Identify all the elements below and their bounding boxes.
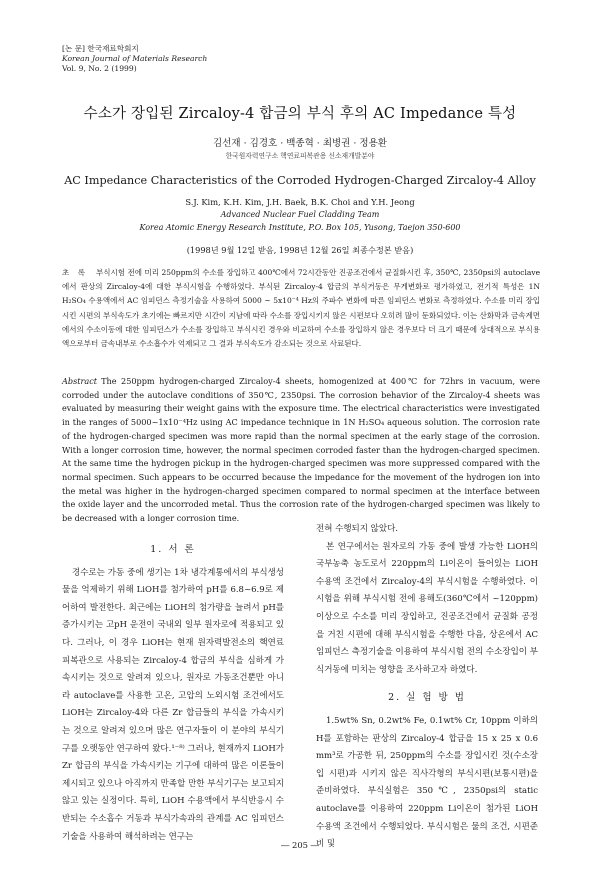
page-number: ― 205 ― [280, 840, 320, 850]
abstract-korean [62, 266, 540, 351]
introduction-paragraph-2: 본 연구에서는 원자로의 가동 중에 발생 가능한 LiOH의 국부농축 농도로서 220ppm의 Li이온이 들어있는 LiOH 수용액 조건에서 Zircaloy-4의 부식시험을 수행하였다. 이 시험을 위해 부식시험 전에 용해도(360℃에서 ~120ppm) 이상으로 수소를 미리 장입하고, 진공조건에서 균질화 공정을 거친 시편에 대해 부식시험을 수행한 다음, 상온에서 AC 임피던스 측정기술을 이용하여 부식시험 전의 수소장입이 부식거동에 미치는 영향을 조사하고자 하였다. [316, 541, 538, 675]
journal-line-2: Korean Journal of Materials Research [62, 54, 208, 63]
received-dates: (1998년 9월 12일 받음, 1998년 12월 26일 최종수정본 받음) [186, 245, 414, 255]
journal-header [62, 44, 207, 74]
journal-line-1: [논 문] 한국재료학회지 [62, 44, 139, 53]
section-heading-methods: 2. 실 험 방 법 [388, 692, 466, 704]
affiliation-korean: 한국원자력연구소 핵연료피복관용 신소재개발분야 [225, 152, 375, 160]
abstract-english [62, 375, 540, 526]
section-heading-introduction: 1. 서 론 [150, 544, 196, 555]
authors-english: S.J. Kim, K.H. Kim, J.H. Baek, B.K. Choi and Y.H. Jeong [185, 197, 415, 207]
left-column [62, 537, 284, 846]
abstract-english-label: Abstract [62, 376, 98, 386]
abstract-korean-text: 부식시험 전에 미리 250ppm의 수소를 장입하고 400℃에서 72시간동안 진공조건에서 균질화시킨 후, 350℃, 2350psi의 autoclave에서 판상의 Zircaloy-4에 대한 부식시험을 수행하였다. 부식된 Zircaloy-4 합금의 부식거동은 무게변화로 평가하였고, 전기적 특성은 1N H₂SO₄ 수용액에서 AC 임피던스 측정기술을 사용하여 5000 ~ 5x10⁻⁴ Hz의 주파수 변화에 따른 임피던스 변화로 측정하였다. 수소를 미리 장입시킨 시편의 부식속도가 초기에는 빠르지만 시간이 지남에 따라 수소를 장입시키지 않은 시편보다 오히려 많이 둔화되었다. 이는 산화막과 금속계면에서의 수소이동에 대한 임피던스가 수소를 장입하고 부식시킨 경우와 비교하여 수소를 장입하지 않은 경우보다 더 크기 때문에 상대적으로 부식용액으로부터 금속내부로 수소흡수가 억제되고 그 결과 부식속도가 감소되는 것으로 사료된다. [62, 268, 541, 349]
title-korean: 수소가 장입된 Zircaloy-4 합금의 부식 후의 AC Impedance 특성 [83, 106, 517, 122]
authors-korean: 김선재 · 김경호 · 백종혁 · 최병권 · 정용환 [213, 138, 387, 149]
abstract-english-text: The 250ppm hydrogen-charged Zircaloy-4 sheets, homogenized at 400℃ for 72hrs in vacuum, were corroded under the autoclave conditions of 350℃, 2350psi. The corrosion behavior of the Zircaloy-4 sheets was evaluated by measuring their weight gains with the exposure time. The electrical characteristics were investigated in the ranges of 5000~1x10⁻⁴Hz using AC impedance technique in 1N H₂SO₄ aqueous solution. The corrosion rate of the hydrogen-charged specimen was more rapid than the normal specimen at the early stage of the corrosion. With a longer corrosion time, however, the normal specimen corroded faster than the hydrogen-charged specimen. At the same time the hydrogen pickup in the hydrogen-charged specimen was more suppressed compared with the normal specimen. Such appears to be occurred because the impedance for the movement of the hydrogen ion into the metal was higher in the hydrogen-charged specimen compared to normal specimen at the interface between the oxide layer and the uncorroded metal. Thus the corrosion rate of the hydrogen-charged specimen was likely to be decreased with a longer corrosion time. [62, 376, 540, 524]
journal-line-3: Vol. 9, No. 2 (1999) [62, 64, 137, 73]
right-column [316, 521, 538, 854]
abstract-korean-label: 초 록 [62, 268, 88, 277]
title-english: AC Impedance Characteristics of the Corroded Hydrogen-Charged Zircaloy-4 Alloy [64, 174, 536, 187]
introduction-paragraph: 경수로는 가동 중에 생기는 1차 냉각계통에서의 부식생성물을 억제하기 위해 LiOH를 첨가하여 pH를 6.8~6.9로 제어하여 발전한다. 최근에는 LiOH의 첨가량을 늘려서 pH를 증가시키는 고pH 운전이 국내외 일부 원자로에 적용되고 있다. 그러나, 이 경우 LiOH는 현재 원자력발전소의 핵연료 피복관으로 사용되는 Zircaloy-4 합금의 부식을 심하게 가속시키는 것으로 알려져 있으나, 원자로 가동조건뿐만 아니라 autoclave를 사용한 고온, 고압의 노외시험 조건에서도 LiOH는 Zircaloy-4와 다른 Zr 합금들의 부식을 가속시키는 것으로 알려져 있으며 많은 연구자들이 이 분야의 부식기구를 오랫동안 연구하여 왔다.¹⁻⁸⁾ 그러나, 현재까지 LiOH가 Zr 합금의 부식을 가속시키는 기구에 대하여 많은 이론들이 제시되고 있으나 아직까지 만족할 만한 부식기구는 보고되지 않고 있는 실정이다. 특히, LiOH 수용액에서 부식반응시 수반되는 수소흡수 거동과 부식가속과의 관계를 AC 임피던스 기술을 사용하여 해석하려는 연구는 [62, 567, 284, 842]
introduction-continuation: 전혀 수행되지 않았다. [316, 524, 399, 534]
affiliation-english-team: Advanced Nuclear Fuel Cladding Team [220, 210, 380, 219]
methods-paragraph: 1.5wt% Sn, 0.2wt% Fe, 0.1wt% Cr, 10ppm 이하의 H를 포함하는 판상의 Zircaloy-4 합금을 15 x 25 x 0.6 mm³로 가공한 뒤, 250ppm의 수소를 장입시킨 것(수소장입 시편)과 시키지 않은 직사각형의 부식시편(보통시편)을 준비하였다. 부식실험은 350℃, 2350psi의 static autoclave를 이용하여 220ppm Li이온이 첨가된 LiOH 수용액 조건에서 수행되었다. 부식시험은 물의 조건, 시편준비 및 [316, 715, 538, 850]
affiliation-english-institute: Korea Atomic Energy Research Institute, P.O. Box 105, Yusong, Taejon 350-600 [139, 223, 461, 232]
